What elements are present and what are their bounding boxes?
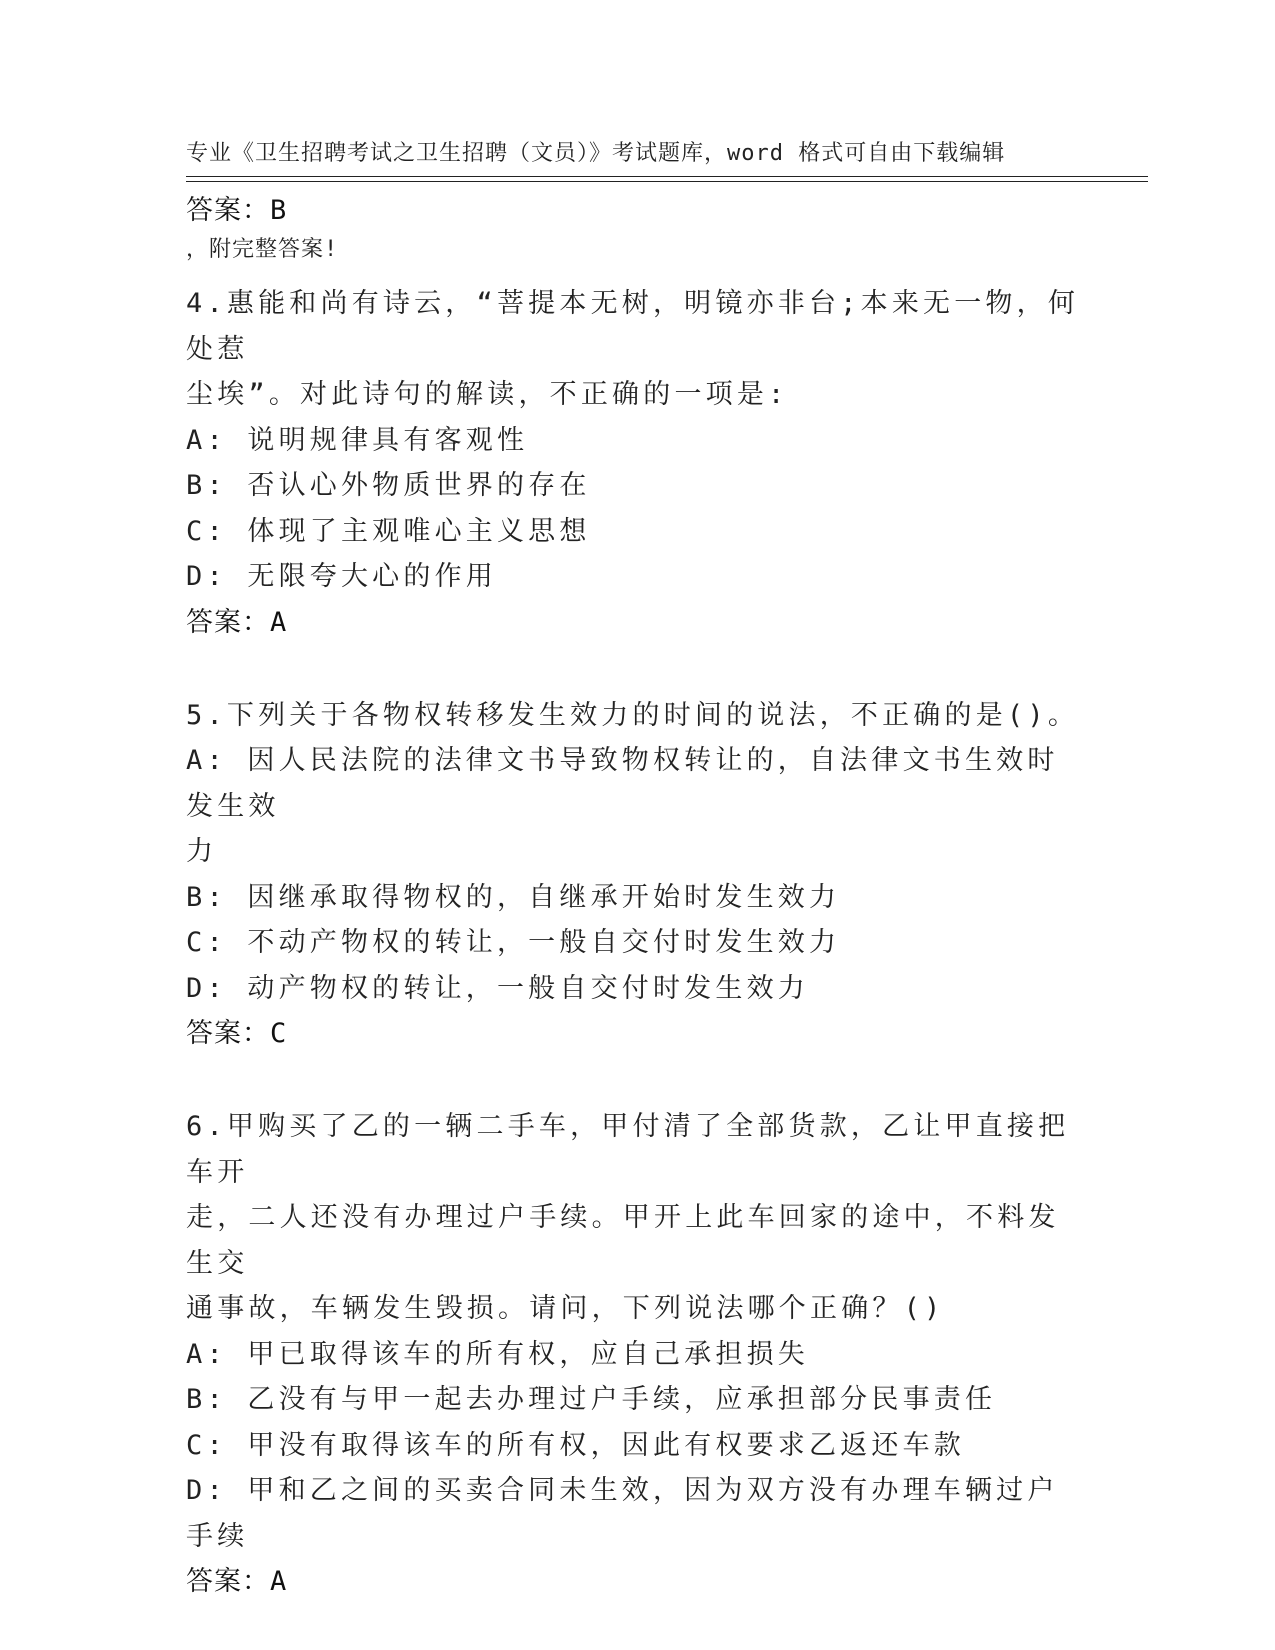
question-gap [186, 234, 1086, 281]
header-line-1: 专业《卫生招聘考试之卫生招聘（文员）》考试题库，word 格式可自由下载编辑 [186, 141, 1006, 166]
header-rule-top [186, 176, 1148, 177]
option-a: A: 因人民法院的法律文书导致物权转让的，自法律文书生效时发生效 [186, 745, 1059, 822]
question-list [186, 188, 1086, 1605]
question-block-6 [186, 1104, 1086, 1605]
question-text-line: 5.下列关于各物权转移发生效力的时间的说法，不正确的是()。 [186, 699, 1080, 731]
option-b: B: 因继承取得物权的，自继承开始时发生效力 [186, 881, 841, 913]
header-rule-bottom [186, 181, 1148, 182]
option-d: D: 动产物权的转让，一般自交付时发生效力 [186, 972, 809, 1004]
answer-line-prev: 答案：B [186, 195, 288, 226]
question-text-line: 走，二人还没有办理过户手续。甲开上此车回家的途中，不料发生交 [186, 1202, 1060, 1279]
option-a: A: 甲已取得该车的所有权，应自己承担损失 [186, 1338, 809, 1370]
question-text-line: 通事故，车辆发生毁损。请问，下列说法哪个正确？() [186, 1293, 945, 1324]
option-d: D: 无限夸大心的作用 [186, 561, 497, 592]
option-a: A: 说明规律具有客观性 [186, 424, 529, 456]
question-gap [186, 1057, 1086, 1104]
answer-line: 答案：C [186, 1018, 288, 1049]
option-c: C: 甲没有取得该车的所有权，因此有权要求乙返还车款 [186, 1429, 965, 1461]
question-text-line: 6.甲购买了乙的一辆二手车，甲付清了全部货款，乙让甲直接把车开 [186, 1111, 1070, 1188]
question-gap [186, 646, 1086, 693]
option-a-continued: 力 [186, 836, 218, 867]
option-c: C: 不动产物权的转让，一般自交付时发生效力 [186, 927, 841, 958]
question-block-5 [186, 693, 1086, 1058]
answer-line: 答案：A [186, 1566, 288, 1597]
option-b: B: 乙没有与甲一起去办理过户手续，应承担部分民事责任 [186, 1384, 997, 1415]
answer-line: 答案：A [186, 606, 288, 638]
option-c: C: 体现了主观唯心主义思想 [186, 515, 591, 547]
question-block-4 [186, 281, 1086, 646]
question-text-line: 尘埃”。对此诗句的解读，不正确的一项是: [186, 379, 789, 410]
header-line-2: ，附完整答案! [186, 237, 339, 262]
option-b: B: 否认心外物质世界的存在 [186, 470, 591, 501]
option-d: D: 甲和乙之间的买卖合同未生效，因为双方没有办理车辆过户手续 [186, 1475, 1059, 1552]
question-text-line: 4.惠能和尚有诗云，“菩提本无树，明镜亦非台;本来无一物，何处惹 [186, 288, 1080, 365]
